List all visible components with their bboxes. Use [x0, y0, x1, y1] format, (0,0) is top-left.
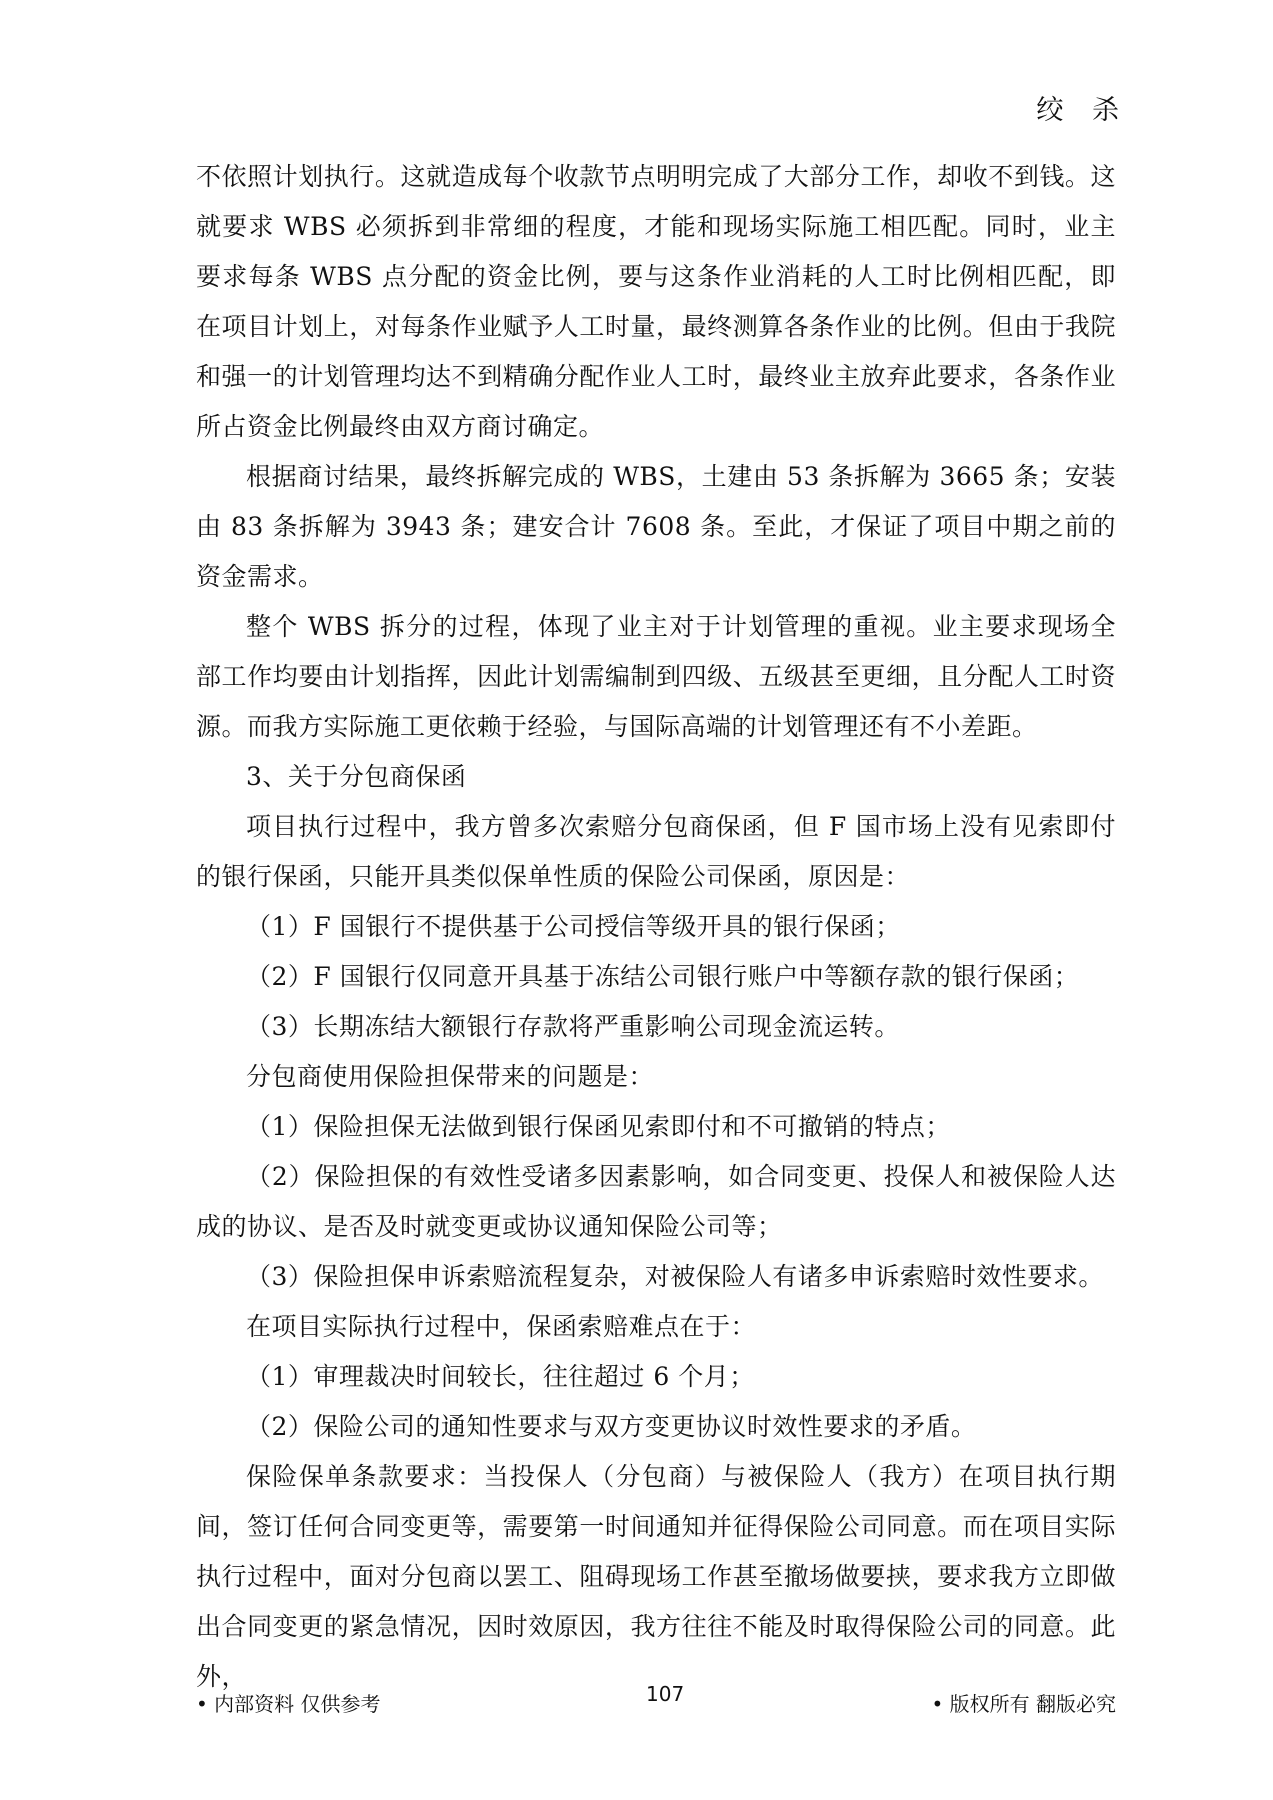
paragraph-guarantee-intro: 项目执行过程中，我方曾多次索赔分包商保函，但 F 国市场上没有见索即付的银行保函，只能开具类似保单性质的保险公司保函，原因是： — [196, 812, 1116, 891]
footer-internal-note: • 内部资料 仅供参考 — [196, 1692, 381, 1716]
list-item: （1）保险担保无法做到银行保函见索即付和不可撤销的特点； — [246, 1112, 951, 1141]
footer-copyright: • 版权所有 翻版必究 — [931, 1692, 1116, 1716]
paragraph-wbs-result: 根据商讨结果，最终拆解完成的 WBS，土建由 53 条拆解为 3665 条；安装由 83 条拆解为 3943 条；建安合计 7608 条。至此，才保证了项目中期之前的资金需求。 — [196, 462, 1116, 591]
list-item: （3）保险担保申诉索赔流程复杂，对被保险人有诸多申诉索赔时效性要求。 — [246, 1262, 1104, 1291]
paragraph-continued: 不依照计划执行。这就造成每个收款节点明明完成了大部分工作，却收不到钱。这就要求 WBS 必须拆到非常细的程度，才能和现场实际施工相匹配。同时，业主要求每条 WBS 点分配的资金比例，要与这条作业消耗的人工时比例相匹配，即在项目计划上，对每条作业赋予人工时量，最终测算各条作业的比例。但由于我院和强一的计划管理均达不到精确分配作业人工时，最终业主放弃此要求，各条作业所占资金比例最终由双方商讨确定。 — [196, 162, 1116, 441]
page-body — [196, 152, 1116, 1702]
list-item: （2）F 国银行仅同意开具基于冻结公司银行账户中等额存款的银行保函； — [246, 962, 1080, 991]
paragraph-insurance-problems: 分包商使用保险担保带来的问题是： — [246, 1062, 655, 1091]
section-heading: 3、关于分包商保函 — [246, 762, 467, 791]
paragraph-claim-difficulty: 在项目实际执行过程中，保函索赔难点在于： — [246, 1312, 757, 1341]
running-header: 绞 杀 — [1036, 95, 1129, 126]
page-footer — [196, 1682, 1116, 1716]
paragraph-policy-terms: 保险保单条款要求：当投保人（分包商）与被保险人（我方）在项目执行期间，签订任何合同变更等，需要第一时间通知并征得保险公司同意。而在项目实际执行过程中，面对分包商以罢工、阻碍现场工作甚至撤场做要挟，要求我方立即做出合同变更的紧急情况，因时效原因，我方往往不能及时取得保险公司的同意。此外， — [196, 1462, 1116, 1691]
list-item: （3）长期冻结大额银行存款将严重影响公司现金流运转。 — [246, 1012, 900, 1041]
list-item: （2）保险公司的通知性要求与双方变更协议时效性要求的矛盾。 — [246, 1412, 977, 1441]
list-item: （1）F 国银行不提供基于公司授信等级开具的银行保函； — [246, 912, 901, 941]
paragraph-wbs-process: 整个 WBS 拆分的过程，体现了业主对于计划管理的重视。业主要求现场全部工作均要由计划指挥，因此计划需编制到四级、五级甚至更细，且分配人工时资源。而我方实际施工更依赖于经验，与国际高端的计划管理还有不小差距。 — [196, 612, 1116, 741]
list-item: （1）审理裁决时间较长，往往超过 6 个月； — [246, 1362, 755, 1391]
list-item: （2）保险担保的有效性受诸多因素影响，如合同变更、投保人和被保险人达成的协议、是否及时就变更或协议通知保险公司等； — [196, 1162, 1116, 1241]
page-number: 107 — [646, 1682, 685, 1706]
